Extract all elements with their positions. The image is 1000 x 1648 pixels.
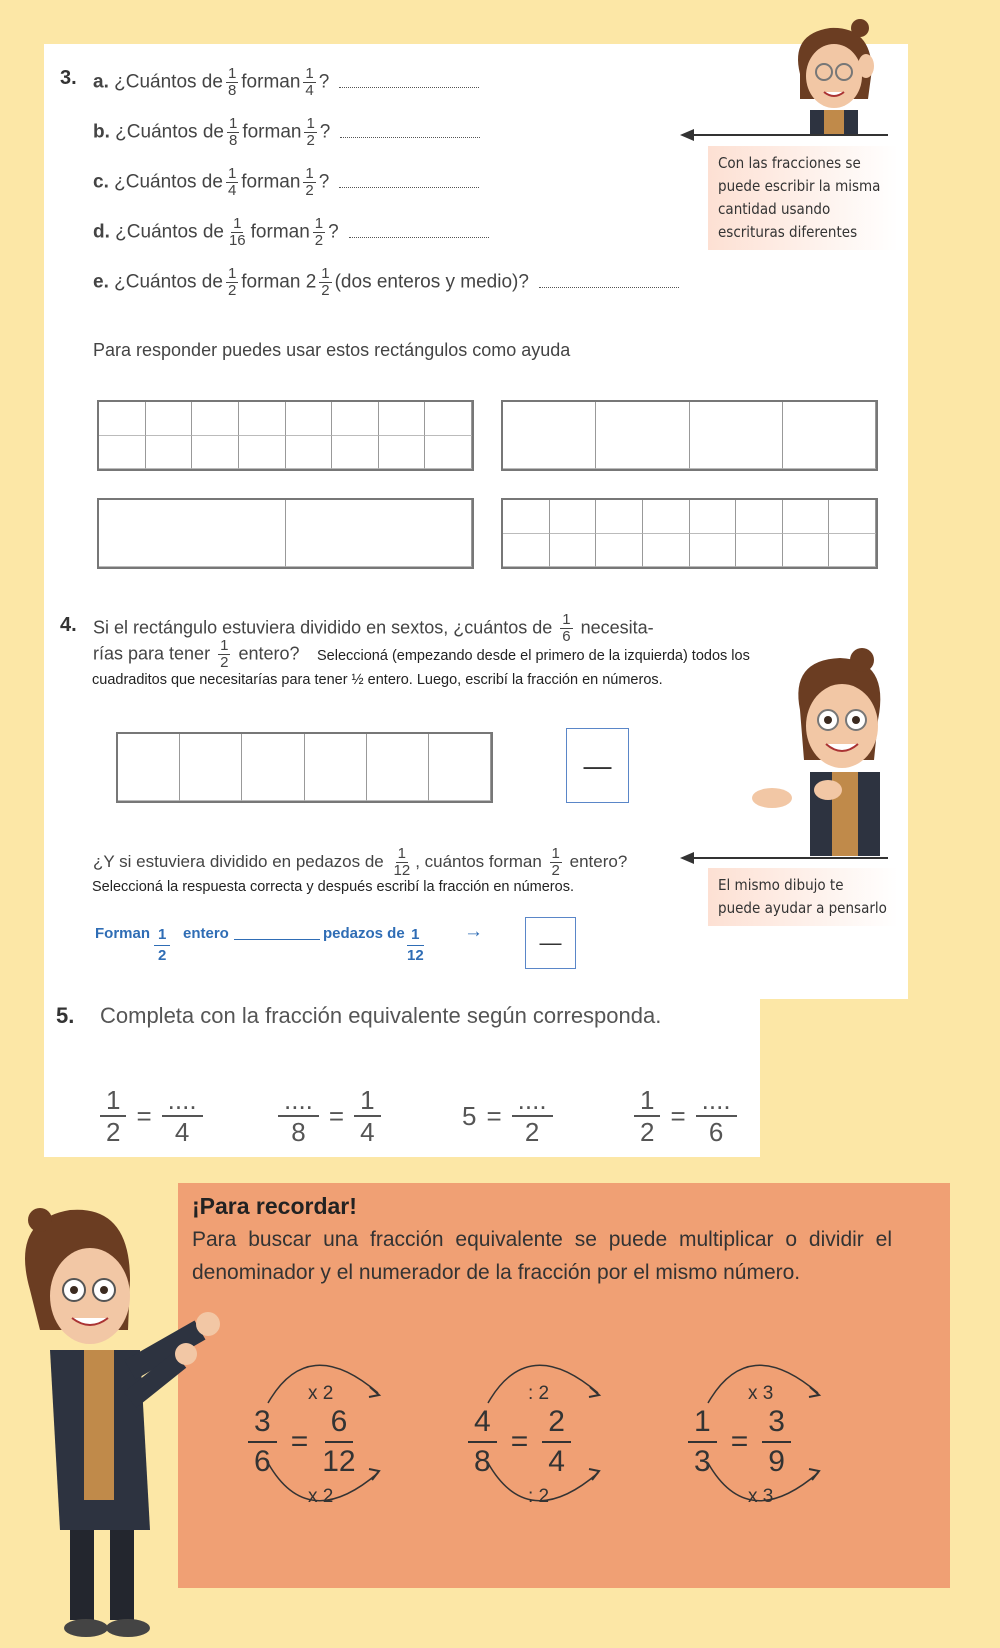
answer-fraction-box-1[interactable]: — (566, 728, 629, 803)
grid-cell (829, 500, 876, 534)
example-right-fraction: $\frac{6}{12}$ (322, 1405, 356, 1478)
question-letter: b. (93, 121, 110, 143)
grid-cell (596, 500, 643, 534)
question-mid: forman (250, 221, 310, 243)
section4-line1-post: necesita- (580, 617, 654, 638)
fraction-2: $\frac{1}{2}$ (305, 165, 314, 199)
question-pre: ¿Cuántos de (115, 221, 224, 243)
section4-line2-post: entero? (238, 643, 300, 664)
question-post: (dos enteros y medio)? (334, 271, 529, 293)
section5-number: 5. (56, 1003, 75, 1028)
section4-number: 4. (60, 614, 77, 636)
grid-cell (596, 402, 689, 469)
operation-top: : 2 (528, 1383, 550, 1404)
grid-cell (643, 500, 690, 534)
question-3e (93, 266, 679, 299)
grid-cell (239, 402, 286, 436)
equivalence-2 (278, 1085, 381, 1147)
equals-sign: = (328, 1100, 345, 1131)
grid-cell (192, 402, 239, 436)
grid-cell (503, 534, 550, 568)
bubble-arrow-line (692, 134, 888, 136)
pedazos-blank[interactable] (234, 939, 320, 940)
section4-q2-instruction: Seleccioná la respuesta correcta y después escribí la fracción en números. (92, 879, 574, 895)
pedazos-numerator: 1 (407, 925, 423, 946)
fraction-one-half-b: $\frac{1}{2}$ (551, 845, 560, 879)
bubble-arrow-head (680, 129, 694, 141)
equals-sign: = (730, 1425, 749, 1458)
grid-cell (379, 402, 426, 436)
arrow-right-icon: → (464, 921, 483, 942)
right-fraction[interactable]: $\frac{....}{2}$ (512, 1085, 553, 1147)
whole-number: 5 (462, 1100, 477, 1131)
example-equation (248, 1403, 356, 1481)
question-3b (93, 116, 480, 149)
grid-cell (99, 436, 146, 470)
operation-bottom: x 3 (748, 1486, 774, 1507)
grid-cell (286, 402, 333, 436)
grid-cell[interactable] (180, 734, 242, 801)
grid-cell (550, 500, 597, 534)
equals-sign: = (136, 1100, 152, 1131)
grid-cell (783, 534, 830, 568)
grid-cell[interactable] (367, 734, 429, 801)
answer-blank[interactable] (340, 123, 480, 138)
example-equation (468, 1403, 571, 1481)
q2-mid: , cuántos forman (415, 851, 542, 871)
right-fraction[interactable]: $\frac{....}{4}$ (162, 1085, 203, 1147)
section4-line2-pre: rías para tener (93, 643, 211, 664)
question-mid: forman (241, 171, 301, 193)
helper-text: Para responder puedes usar estos rectángulos como ayuda (93, 340, 571, 360)
example-left-fraction: $\frac{4}{8}$ (468, 1403, 497, 1481)
grid-cell (690, 500, 737, 534)
fraction-2: $\frac{1}{2}$ (321, 265, 330, 299)
grid-cell (425, 402, 472, 436)
fraction-one-sixth: $\frac{1}{6}$ (562, 611, 571, 645)
grid-cell (146, 402, 193, 436)
equivalence-4 (634, 1085, 737, 1147)
left-fraction: $\frac{1}{2}$ (100, 1085, 126, 1147)
rect-eighths-split (501, 498, 878, 569)
fraction-one-twelfth: $\frac{1}{12}$ (393, 845, 411, 879)
section5-title: Completa con la fracción equivalente según corresponda. (100, 1003, 662, 1028)
grid-cell (192, 436, 239, 470)
question-pre: ¿Cuántos de (115, 121, 224, 143)
fraction-1: $\frac{1}{4}$ (227, 165, 237, 199)
grid-cell (690, 402, 783, 469)
question-pre: ¿Cuántos de (114, 271, 223, 293)
equivalence-example-2 (468, 1343, 638, 1523)
grid-cell (829, 534, 876, 568)
avatar-top (780, 14, 888, 136)
question-mid: forman 2 (241, 271, 317, 293)
question-post: ? (328, 221, 339, 243)
grid-cell (425, 436, 472, 470)
equivalence-1 (100, 1085, 203, 1147)
fraction-1: $\frac{1}{8}$ (228, 115, 238, 149)
question-pre: ¿Cuántos de (114, 171, 223, 193)
grid-cell[interactable] (242, 734, 304, 801)
fraction-2: $\frac{1}{2}$ (306, 115, 315, 149)
bubble2-arrow-head (680, 852, 694, 864)
example-right-fraction: $\frac{3}{9}$ (762, 1403, 791, 1481)
grid-cell (332, 402, 379, 436)
grid-cell (332, 436, 379, 470)
right-fraction[interactable]: $\frac{....}{6}$ (696, 1085, 737, 1147)
equivalence-3 (462, 1085, 553, 1147)
pedazos-label: pedazos de (323, 925, 405, 942)
question-letter: c. (93, 171, 109, 193)
grid-cell (643, 534, 690, 568)
fraction-2: $\frac{1}{4}$ (305, 65, 314, 99)
speech-note-top: Con las fracciones se puede escribir la misma cantidad usando escrituras diferentes (708, 146, 898, 250)
answer-fraction-box-2[interactable]: — (525, 917, 576, 969)
question-post: ? (318, 171, 330, 193)
example-right-fraction: $\frac{2}{4}$ (542, 1403, 571, 1481)
example-left-fraction: $\frac{3}{6}$ (248, 1403, 277, 1481)
grid-cell (379, 436, 426, 470)
avatar-middle (750, 640, 900, 856)
rect-halves (97, 498, 474, 569)
question-letter: a. (93, 71, 109, 93)
left-fraction: $\frac{....}{8}$ (278, 1085, 319, 1147)
fraction-1: $\frac{1}{8}$ (227, 65, 237, 99)
answer-blank[interactable] (339, 73, 479, 88)
grid-cell (503, 402, 596, 469)
forman-denominator: 2 (158, 947, 167, 964)
fraction-one-half: $\frac{1}{2}$ (220, 637, 229, 671)
grid-cell (783, 402, 876, 469)
entero-label: entero (183, 925, 229, 942)
grid-cell (503, 500, 550, 534)
pedazos-denominator: 12 (407, 947, 424, 964)
grid-cell (736, 500, 783, 534)
grid-cell (286, 500, 473, 567)
question-pre: ¿Cuántos de (114, 71, 223, 93)
grid-cell (286, 436, 333, 470)
section4-question2 (93, 846, 627, 879)
question-post: ? (318, 71, 330, 93)
operation-top: x 2 (308, 1383, 334, 1404)
right-fraction[interactable]: $\frac{1}{4}$ (354, 1085, 380, 1147)
sixths-selector (116, 732, 493, 803)
question-3d (93, 216, 489, 249)
equals-sign: = (510, 1425, 529, 1458)
grid-cell (99, 500, 286, 567)
fraction-1: $\frac{1}{16}$ (228, 215, 246, 249)
avatar-bottom (0, 1200, 240, 1643)
fraction-1: $\frac{1}{2}$ (227, 265, 237, 299)
rect-eighths-sixteenths (97, 400, 474, 471)
fraction-2: $\frac{1}{2}$ (314, 215, 324, 249)
bubble2-arrow-line (692, 857, 888, 859)
operation-bottom: : 2 (528, 1486, 550, 1507)
grid-cell (690, 534, 737, 568)
equals-sign: = (290, 1425, 309, 1458)
equivalence-example-1 (248, 1343, 418, 1523)
recordar-body: Para buscar una fracción equivalente se puede multiplicar o dividir el denominador y el numerador de la fracción por el mismo número. (192, 1228, 892, 1284)
q2-pre: ¿Y si estuviera dividido en pedazos de (93, 851, 384, 871)
grid-cell (239, 436, 286, 470)
grid-cell (736, 534, 783, 568)
grid-cell (99, 402, 146, 436)
rect-quarters (501, 400, 878, 471)
section3-number: 3. (60, 67, 77, 89)
question-letter: d. (93, 221, 110, 243)
answer-blank[interactable] (339, 173, 479, 188)
question-3a (93, 66, 479, 99)
pedazos-fraction (407, 925, 424, 966)
forman-label: Forman (95, 925, 151, 942)
speech-note-middle: El mismo dibujo te puede ayudar a pensarlo (708, 868, 898, 926)
forman-fraction (154, 925, 170, 966)
recordar-title: ¡Para recordar! (192, 1193, 357, 1219)
example-equation (688, 1403, 791, 1481)
question-mid: forman (241, 71, 301, 93)
q2-post: entero? (569, 851, 628, 871)
grid-cell (783, 500, 830, 534)
operation-top: x 3 (748, 1383, 774, 1404)
equals-sign: = (486, 1100, 502, 1131)
equals-sign: = (670, 1100, 686, 1131)
para-recordar-box (178, 1183, 950, 1588)
left-fraction: $\frac{1}{2}$ (634, 1085, 660, 1147)
question-3c (93, 166, 479, 199)
equivalence-example-3 (688, 1343, 858, 1523)
section4-instruction-a: Seleccioná (empezando desde el primero de la izquierda) todos los (317, 648, 750, 664)
question-post: ? (319, 121, 331, 143)
grid-cell (596, 534, 643, 568)
answer-blank[interactable] (349, 223, 489, 238)
answer-blank[interactable] (539, 273, 679, 288)
grid-cell[interactable] (305, 734, 367, 801)
question-mid: forman (242, 121, 302, 143)
section4-line1-pre: Si el rectángulo estuviera dividido en sextos, ¿cuántos de (93, 617, 553, 638)
grid-cell (550, 534, 597, 568)
operation-bottom: x 2 (308, 1486, 334, 1507)
grid-cell (146, 436, 193, 470)
grid-cell[interactable] (429, 734, 491, 801)
section4-instruction-b: cuadraditos que necesitarías para tener ½ entero. Luego, escribí la fracción en números. (92, 672, 663, 688)
grid-cell[interactable] (118, 734, 180, 801)
example-left-fraction: $\frac{1}{3}$ (688, 1403, 717, 1481)
section4-line2 (93, 638, 300, 671)
forman-numerator: 1 (154, 925, 170, 946)
question-letter: e. (93, 271, 109, 293)
